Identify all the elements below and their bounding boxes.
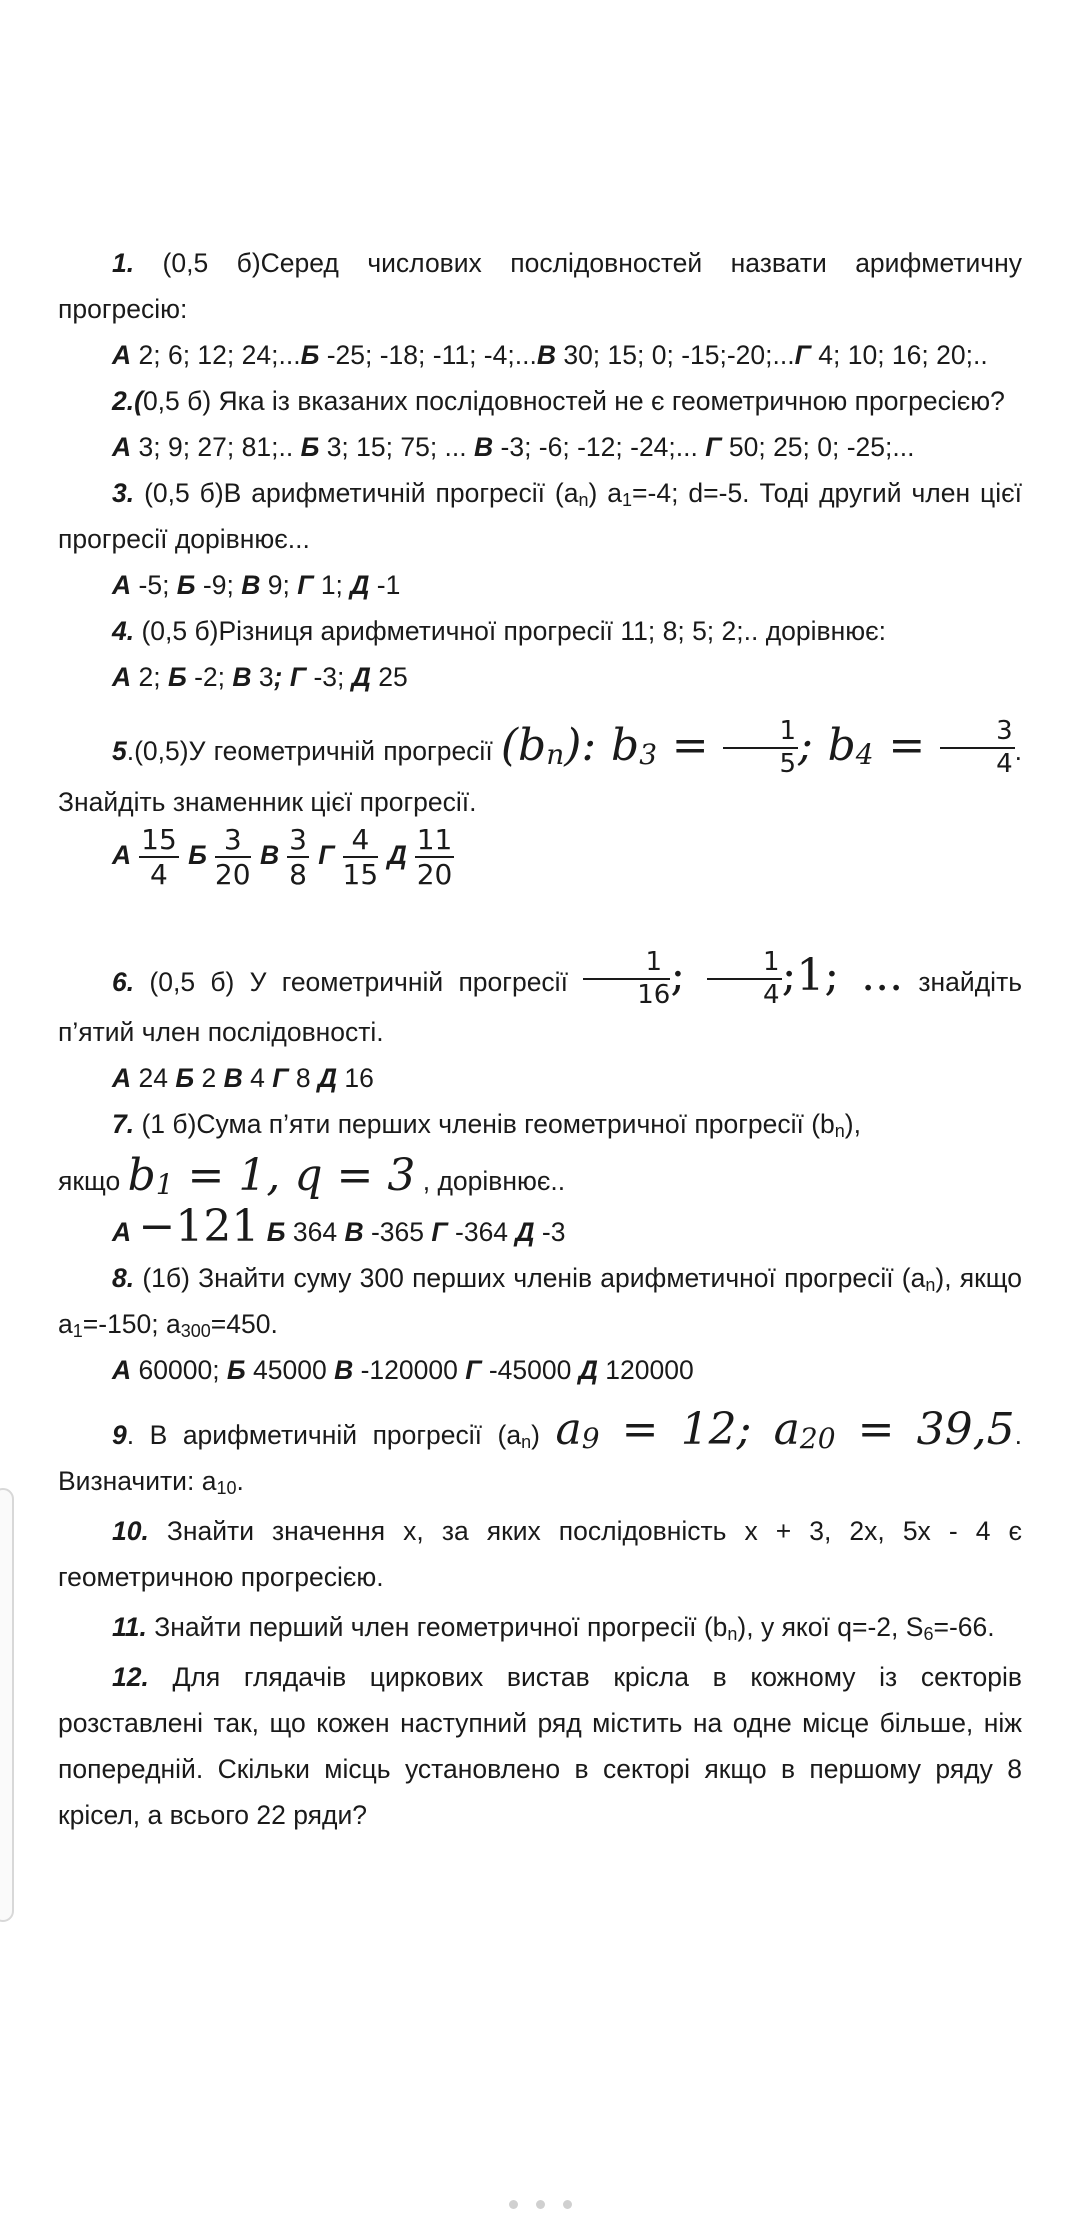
- question-5: 5.(0,5)У геометричній прогресії $(b_n)$: $b_3$ = $\frac{1}{5}$ ; $b_4$ = $\frac{3}{4}$ . Знайдіть знаменник цієї прогресії.: [58, 716, 1022, 817]
- question-11: 11. Знайти перший член геометричної прогресії $(b_n)$, у якої q=-2, $S_6=-66$.: [112, 1612, 995, 1645]
- page-indicator[interactable]: [0, 2196, 1080, 2214]
- question-2-answers: А 3; 9; 27; 81;.. Б 3; 15; 75; ... В -3; -6; -12; -24;... Г 50; 25; 0; -25;...: [112, 432, 915, 462]
- question-6: 6. (0,5 б) У геометричній прогресії $\frac{1}{16}$ ; $\frac{1}{4}$ ;1; ... знайдіть п’ятий член послідовності.: [58, 946, 1023, 1048]
- question-9: 9. В арифметичній прогресії $(a_n) a_9 = 12$; $a_{20} = 39,5$. Визначити: $a_{10}$.: [58, 1404, 1023, 1499]
- page-dot[interactable]: [509, 2200, 518, 2209]
- question-5-answers: А $\frac{15}{4}$ Б $\frac{3}{20}$ В $\frac{3}{8}$ Г $\frac{4}{15}$ Д $\frac{11}{20}$: [112, 822, 453, 891]
- question-7: 7. (1 б)Сума п’яти перших членів геометричної прогресії $(b_n)$,: [112, 1109, 861, 1142]
- document-page: [58, 240, 1022, 1838]
- question-6-answers: А 24 Б 2 В 4 Г 8 Д 16: [112, 1063, 374, 1094]
- fraction-1-5: $\frac{1}{5}$: [723, 718, 798, 779]
- question-7-answers: А −121 Б 364 В -365 Г -364 Д -3: [112, 1201, 566, 1253]
- question-3: 3. (0,5 б)В арифметичній прогресії $(a_n)$ $a_1=-4$; d=-5. Тоді другий член цієї прогресії дорівнює...: [58, 478, 1022, 554]
- question-3-answers: А -5; Б -9; В 9; Г 1; Д -1: [112, 570, 401, 600]
- formula-q7: $b_1 = 1$, q = 3: [127, 1150, 416, 1202]
- question-8: 8. (1б) Знайти суму 300 перших членів арифметичної прогресії $(a_n)$, якщо $a_1=-150$; $a_{300}=450$.: [58, 1263, 1022, 1342]
- formula-q9: $a_9 = 12$; $a_{20} = 39,5$: [555, 1404, 1015, 1456]
- question-4-answers: А 2; Б -2; В 3; Г -3; Д 25: [112, 662, 408, 692]
- formula-q5: $(b_n)$: $b_3$ = $\frac{1}{5}$ ; $b_4$ = $\frac{3}{4}$: [500, 716, 1013, 780]
- question-12: 12. Для глядачів циркових вистав крісла в кожному із секторів розставлені так, що кожен наступний ряд містить на одне місце більше, ніж попередній. Скільки місць установлено в секторі якщо в першому ряду 8 крісел, а всього 22 ряди?: [58, 1662, 1022, 1831]
- question-1: 1. (0,5 б)Серед числових послідовностей назвати арифметичну прогресію:: [58, 248, 1022, 324]
- formula-q6: $\frac{1}{16}$ ; $\frac{1}{4}$ ;1; ...: [583, 950, 903, 1001]
- question-7-condition: якщо $b_1 = 1$, q = 3 , дорівнює..: [58, 1150, 566, 1202]
- side-panel-handle[interactable]: [0, 1488, 14, 1922]
- page-dot[interactable]: [536, 2200, 545, 2209]
- fraction-3-4: $\frac{3}{4}$: [940, 718, 1015, 779]
- question-1-answers: А 2; 6; 12; 24;...Б -25; -18; -11; -4;...В 30; 15; 0; -15;-20;...Г 4; 10; 16; 20;..: [112, 340, 988, 370]
- page-dot[interactable]: [563, 2200, 572, 2209]
- question-2: 2.(0,5 б) Яка із вказаних послідовностей не є геометричною прогресією?: [112, 386, 1005, 416]
- question-10: 10. Знайти значення х, за яких послідовність х + 3, 2х, 5х - 4 є геометричною прогресією.: [58, 1516, 1022, 1593]
- question-4: 4. (0,5 б)Різниця арифметичної прогресії 11; 8; 5; 2;.. дорівнює:: [112, 616, 887, 646]
- question-8-answers: А 60000; Б 45000 В -120000 Г -45000 Д 120000: [112, 1355, 694, 1386]
